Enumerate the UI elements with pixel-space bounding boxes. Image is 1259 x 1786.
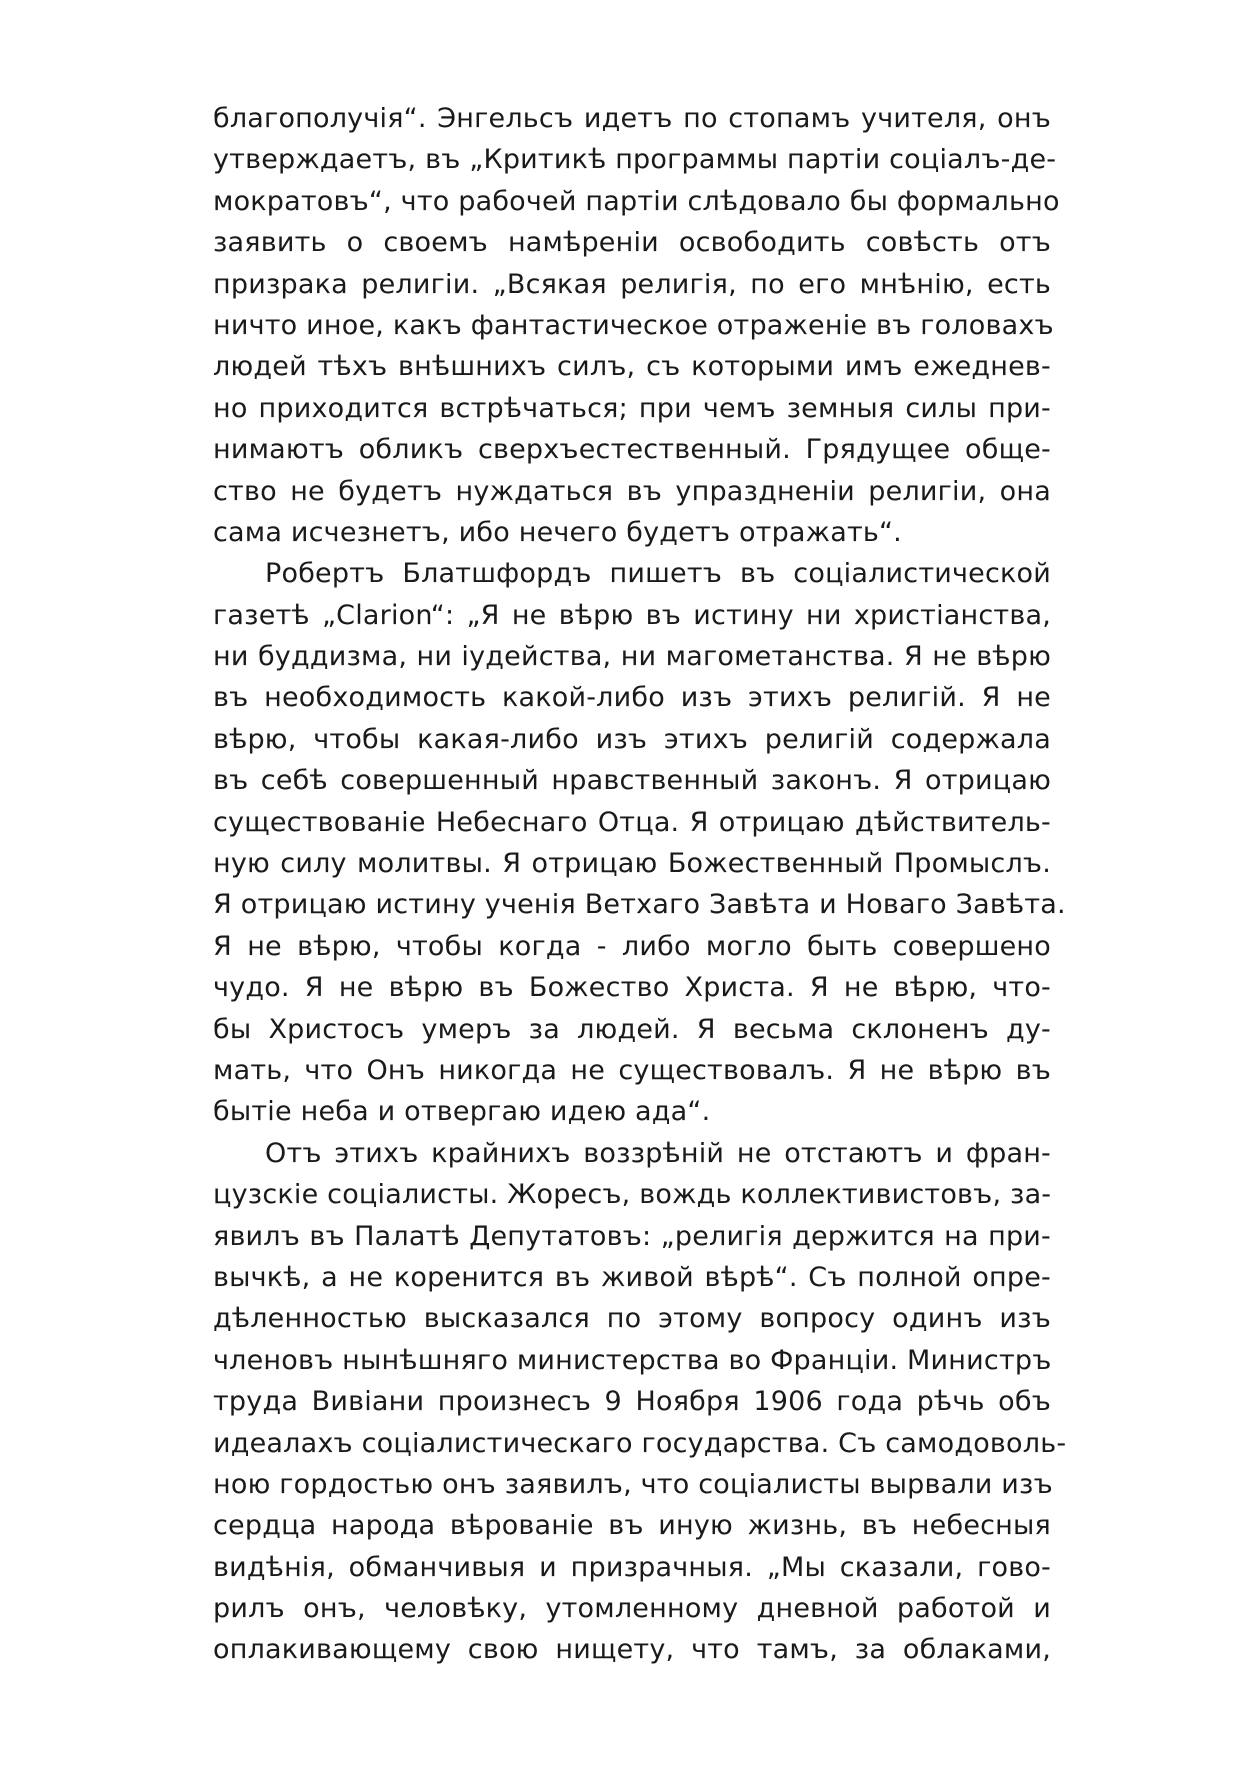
text-line: газетѣ „Clarion“: „Я не вѣрю въ истину ни христіанства,: [213, 599, 1051, 631]
text-line: въ себѣ совершенный нравственный законъ. Я отрицаю: [213, 765, 1051, 797]
text-line: вычкѣ, а не коренится въ живой вѣрѣ“. Съ полной опре-: [213, 1261, 1051, 1293]
paragraph-blatchford: [213, 553, 1066, 1132]
text-line: вѣрю, чтобы какая-либо изъ этихъ религій содержала: [213, 723, 1051, 755]
text-line: ничто иное, какъ фантастическое отраженіе въ головахъ: [213, 309, 1054, 341]
text-line: ни буддизма, ни іудейства, ни магометанства. Я не вѣрю: [213, 641, 1051, 673]
text-line: дѣленностью высказался по этому вопросу одинъ изъ: [213, 1303, 1051, 1335]
text-line: Робертъ Блатшфордъ пишетъ въ соціалистической: [265, 558, 1051, 590]
text-line: въ необходимость какой-либо изъ этихъ религій. Я не: [213, 682, 1051, 714]
text-line: ною гордостью онъ заявилъ, что соціалисты вырвали изъ: [213, 1468, 1053, 1500]
text-line: людей тѣхъ внѣшнихъ силъ, съ которыми имъ ежеднев-: [213, 351, 1051, 383]
text-line: заявить о своемъ намѣреніи освободить совѣсть отъ: [213, 227, 1051, 259]
text-line: существованіе Небеснаго Отца. Я отрицаю дѣйствитель-: [213, 806, 1051, 838]
text-line: нимаютъ обликъ сверхъестественный. Грядущее обще-: [213, 434, 1051, 466]
text-line: мать, что Онъ никогда не существовалъ. Я не вѣрю въ: [213, 1054, 1051, 1086]
text-line: Я отрицаю истину ученія Ветхаго Завѣта и Новаго Завѣта.: [213, 889, 1066, 921]
text-line: бы Христосъ умеръ за людей. Я весьма склоненъ ду-: [213, 1013, 1051, 1045]
text-line: оплакивающему свою нищету, что тамъ, за облаками,: [213, 1634, 1051, 1666]
body-text: [213, 98, 1067, 1671]
text-line: утверждаетъ, въ „Критикѣ программы партіи соціалъ-де-: [213, 144, 1057, 176]
text-line: ство не будетъ нуждаться въ упраздненіи религіи, она: [213, 475, 1051, 507]
text-line: явилъ въ Палатѣ Депутатовъ: „религія держится на при-: [213, 1220, 1051, 1252]
text-line: благополучія“. Энгельсъ идетъ по стопамъ учителя, онъ: [213, 103, 1051, 134]
text-line: призрака религіи. „Всякая религія, по его мнѣнію, есть: [213, 268, 1051, 300]
paragraph-engels: [213, 98, 1060, 553]
text-line: бытіе неба и отвергаю идею ада“.: [213, 1096, 711, 1128]
text-line: ную силу молитвы. Я отрицаю Божественный Промыслъ.: [213, 848, 1051, 880]
text-line: цузскіе соціалисты. Жоресъ, вождь коллективистовъ, за-: [213, 1179, 1052, 1211]
text-line: сама исчезнетъ, ибо нечего будетъ отражать“.: [213, 516, 902, 548]
text-line: Отъ этихъ крайнихъ воззрѣній не отстаютъ и фран-: [265, 1137, 1051, 1169]
paragraph-french-socialists: [213, 1133, 1067, 1671]
text-line: мократовъ“, что рабочей партіи слѣдовало бы формально: [213, 185, 1060, 217]
text-line: видѣнія, обманчивыя и призрачныя. „Мы сказали, гово-: [213, 1551, 1051, 1583]
text-line: сердца народа вѣрованіе въ иную жизнь, въ небесныя: [213, 1510, 1051, 1542]
text-line: но приходится встрѣчаться; при чемъ земныя силы при-: [213, 392, 1051, 424]
text-line: членовъ нынѣшняго министерства во Франціи. Министръ: [213, 1344, 1052, 1376]
text-line: рилъ онъ, человѣку, утомленному дневной работой и: [213, 1593, 1051, 1625]
text-line: труда Вивіани произнесъ 9 Ноября 1906 года рѣчь объ: [213, 1386, 1051, 1418]
text-line: идеалахъ соціалистическаго государства. Съ самодоволь-: [213, 1427, 1067, 1459]
text-line: Я не вѣрю, чтобы когда - либо могло быть совершено: [213, 930, 1051, 962]
text-line: чудо. Я не вѣрю въ Божество Христа. Я не вѣрю, что-: [213, 972, 1051, 1004]
